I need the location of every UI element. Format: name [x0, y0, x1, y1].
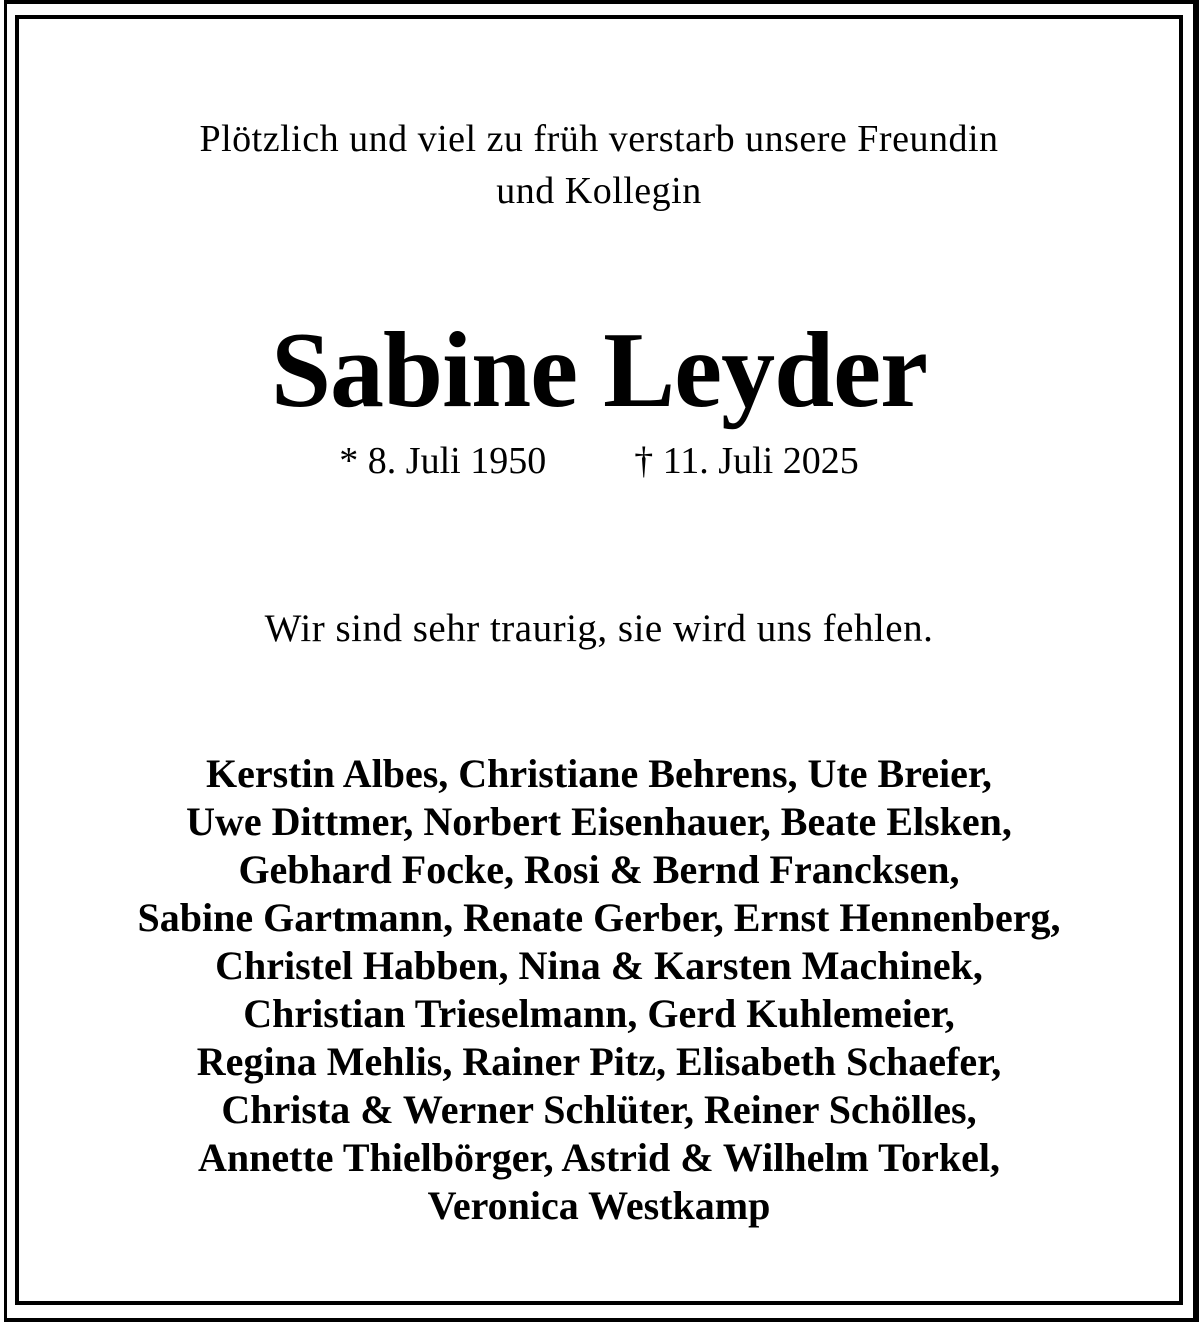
mourner-line: Gebhard Focke, Rosi & Bernd Francksen, [238, 847, 960, 892]
mourner-line: Regina Mehlis, Rainer Pitz, Elisabeth Schaefer, [196, 1039, 1002, 1084]
mourner-line: Uwe Dittmer, Norbert Eisenhauer, Beate Elsken, [186, 799, 1012, 844]
notice-content [19, 19, 1179, 1230]
mourner-line: Veronica Westkamp [427, 1183, 771, 1228]
condolence-message: Wir sind sehr traurig, sie wird uns fehlen. [264, 607, 934, 650]
mourner-line: Christian Trieselmann, Gerd Kuhlemeier, [243, 991, 955, 1036]
mourners-list [19, 750, 1179, 1230]
mourner-line: Christa & Werner Schlüter, Reiner Schölles, [221, 1087, 977, 1132]
life-dates [19, 435, 1179, 487]
mourner-line: Christel Habben, Nina & Karsten Machinek, [215, 943, 983, 988]
birth-date: * 8. Juli 1950 [339, 440, 547, 482]
mourner-line: Annette Thielbörger, Astrid & Wilhelm Torkel, [198, 1135, 1000, 1180]
obituary-notice-frame [15, 15, 1183, 1305]
death-date: † 11. Juli 2025 [634, 440, 859, 482]
intro-text-line2: und Kollegin [496, 170, 702, 212]
deceased-name: Sabine Leyder [270, 311, 928, 430]
mourner-line: Sabine Gartmann, Renate Gerber, Ernst Hennenberg, [137, 895, 1061, 940]
intro-text-line1: Plötzlich und viel zu früh verstarb unsere Freundin [199, 118, 999, 160]
mourner-line: Kerstin Albes, Christiane Behrens, Ute Breier, [206, 751, 992, 796]
